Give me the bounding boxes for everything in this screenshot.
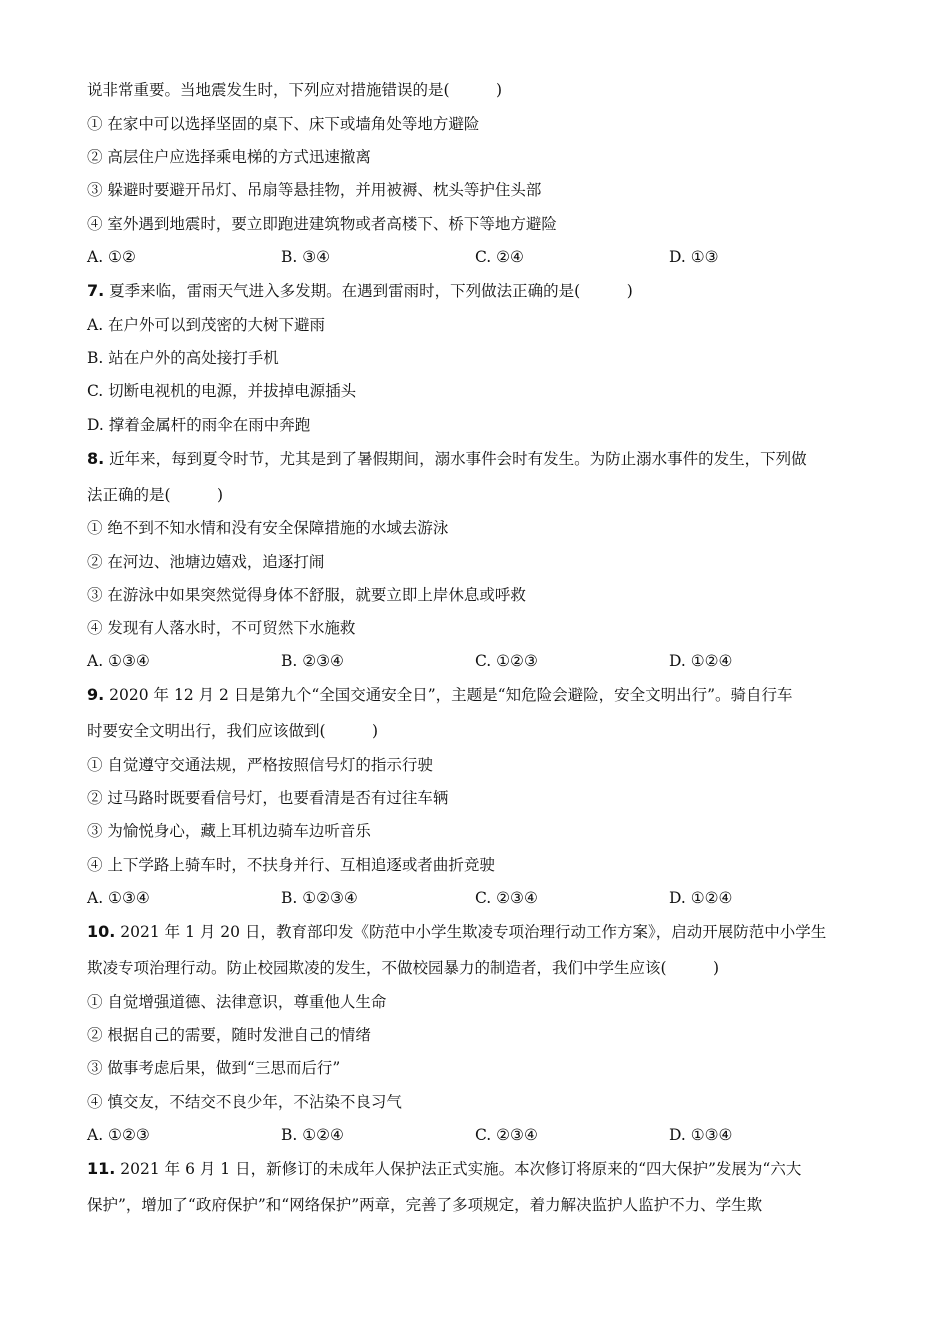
q10-item-4: ④ 慎交友，不结交不良少年，不沾染不良习气 <box>87 1093 402 1111</box>
q10-option-d: D. ①③④ <box>669 1126 733 1144</box>
q9-number: 9. <box>87 685 105 704</box>
q9-option-c: C. ②③④ <box>475 889 538 907</box>
q10-option-b: B. ①②④ <box>281 1126 344 1144</box>
q8-option-a: A. ①③④ <box>87 652 150 670</box>
q7-choice-b: B. 站在户外的高处接打手机 <box>87 349 279 367</box>
q8-item-3: ③ 在游泳中如果突然觉得身体不舒服，就要立即上岸休息或呼救 <box>87 586 526 604</box>
q8-stem-text-1: 近年来，每到夏令时节，尤其是到了暑假期间，溺水事件会时有发生。为防止溺水事件的发生，下列做 <box>109 450 807 468</box>
q6-item-2: ② 高层住户应选择乘电梯的方式迅速撤离 <box>87 148 371 166</box>
q8-option-c: C. ①②③ <box>475 652 538 670</box>
q6-option-d: D. ①③ <box>669 248 719 266</box>
q6-option-a: A. ①② <box>87 248 136 266</box>
q10-stem-line-2: 欺凌专项治理行动。防止校园欺凌的发生，不做校园暴力的制造者，我们中学生应该( ) <box>87 959 720 977</box>
q10-item-2: ② 根据自己的需要，随时发泄自己的情绪 <box>87 1026 371 1044</box>
q10-number: 10. <box>87 922 116 941</box>
q10-stem-line-1 <box>87 922 826 942</box>
q11-stem-line-2: 保护”，增加了“政府保护”和“网络保护”两章，完善了多项规定，着力解决监护人监护不力、学生欺 <box>87 1196 763 1214</box>
q10-item-1: ① 自觉增强道德、法律意识，尊重他人生命 <box>87 993 387 1011</box>
q7-choice-a: A. 在户外可以到茂密的大树下避雨 <box>87 316 326 334</box>
q9-item-4: ④ 上下学路上骑车时，不扶身并行、互相追逐或者曲折竞驶 <box>87 856 495 874</box>
q7-number: 7. <box>87 281 105 300</box>
q9-item-3: ③ 为愉悦身心，藏上耳机边骑车边听音乐 <box>87 822 371 840</box>
q8-item-4: ④ 发现有人落水时，不可贸然下水施救 <box>87 619 356 637</box>
q9-option-b: B. ①②③④ <box>281 889 358 907</box>
q10-item-3: ③ 做事考虑后果，做到“三思而后行” <box>87 1059 341 1077</box>
q9-stem-text-1: 2020 年 12 月 2 日是第九个“全国交通安全日”，主题是“知危险会避险，安全文明出行”。骑自行车 <box>109 686 793 704</box>
q7-stem-text: 夏季来临，雷雨天气进入多发期。在遇到雷雨时，下列做法正确的是( ) <box>109 282 633 300</box>
q11-stem-line-1 <box>87 1159 801 1179</box>
q9-item-1: ① 自觉遵守交通法规，严格按照信号灯的指示行驶 <box>87 756 433 774</box>
q6-item-3: ③ 躲避时要避开吊灯、吊扇等悬挂物，并用被褥、枕头等护住头部 <box>87 181 542 199</box>
q8-option-b: B. ②③④ <box>281 652 344 670</box>
q7-choice-c: C. 切断电视机的电源，并拔掉电源插头 <box>87 382 357 400</box>
q6-item-4: ④ 室外遇到地震时，要立即跑进建筑物或者高楼下、桥下等地方避险 <box>87 215 557 233</box>
q7-stem <box>87 281 633 301</box>
q6-stem-continuation: 说非常重要。当地震发生时，下列应对措施错误的是( ) <box>87 81 503 99</box>
q10-stem-text-1: 2021 年 1 月 20 日，教育部印发《防范中小学生欺凌专项治理行动工作方案》，启动开展防范中小学生 <box>120 923 827 941</box>
q6-option-b: B. ③④ <box>281 248 331 266</box>
q8-item-2: ② 在河边、池塘边嬉戏，追逐打闹 <box>87 553 325 571</box>
q11-number: 11. <box>87 1159 116 1178</box>
q8-stem-line-1 <box>87 449 807 469</box>
q7-choice-d: D. 撑着金属杆的雨伞在雨中奔跑 <box>87 416 311 434</box>
q9-item-2: ② 过马路时既要看信号灯，也要看清是否有过往车辆 <box>87 789 449 807</box>
q8-number: 8. <box>87 449 105 468</box>
q10-option-a: A. ①②③ <box>87 1126 150 1144</box>
q10-option-c: C. ②③④ <box>475 1126 538 1144</box>
q6-option-c: C. ②④ <box>475 248 524 266</box>
q9-option-a: A. ①③④ <box>87 889 150 907</box>
q9-stem-line-1 <box>87 685 793 705</box>
q8-option-d: D. ①②④ <box>669 652 733 670</box>
q9-stem-line-2: 时要安全文明出行，我们应该做到( ) <box>87 722 379 740</box>
q11-stem-text-1: 2021 年 6 月 1 日，新修订的未成年人保护法正式实施。本次修订将原来的“四大保护”发展为“六大 <box>120 1160 802 1178</box>
q9-option-d: D. ①②④ <box>669 889 733 907</box>
q6-item-1: ① 在家中可以选择坚固的桌下、床下或墙角处等地方避险 <box>87 115 480 133</box>
q8-item-1: ① 绝不到不知水情和没有安全保障措施的水域去游泳 <box>87 519 449 537</box>
q8-stem-line-2: 法正确的是( ) <box>87 486 224 504</box>
